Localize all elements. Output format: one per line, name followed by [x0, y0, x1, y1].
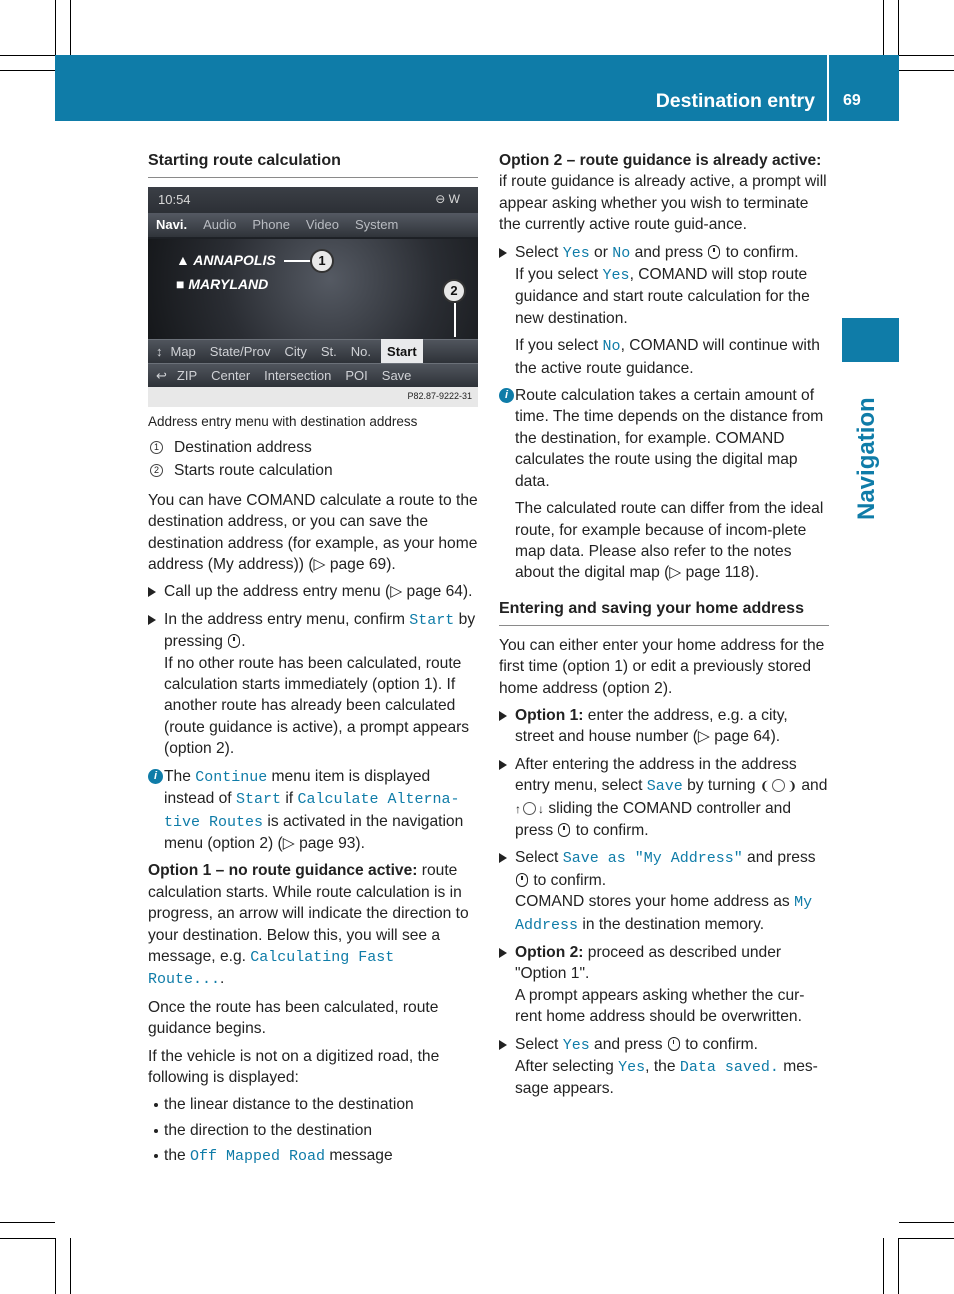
step-text: to confirm.: [721, 243, 799, 261]
step-result: in the destination memory.: [578, 915, 765, 933]
display-text: Calculating Fast Route...: [148, 948, 395, 989]
step-text: and press: [630, 243, 708, 261]
instruction-step: [499, 705, 829, 748]
step-text: Select: [515, 243, 563, 261]
comand-screen-figure: [148, 187, 478, 407]
display-text: Off Mapped Road: [190, 1148, 326, 1166]
screen-bar-item: POI: [345, 367, 368, 383]
paragraph-text: .: [220, 970, 225, 988]
paragraph-text: route calculation starts. While route calculation is in progress, an arrow will indicate the direction to your destination. Below this, you will see a message, e.g.: [148, 862, 469, 965]
step-continuation: [499, 335, 829, 379]
screen-state: MARYLAND: [188, 276, 269, 292]
figure-code-strip: [148, 387, 478, 407]
step-text: and press: [742, 849, 816, 867]
instruction-step: [499, 942, 829, 1028]
bullet-dot: [154, 1129, 158, 1133]
option-label: Option 2 – route guidance is already active:: [499, 152, 822, 169]
screen-address-area: [148, 239, 478, 339]
paragraph: If the vehicle is not on a digitized road, the following is displayed:: [148, 1047, 440, 1086]
press-controller-icon: [228, 634, 240, 648]
crop-mark: [0, 55, 55, 56]
step-arrow-icon: [499, 248, 507, 258]
bullet-text: the direction to the destination: [164, 1121, 373, 1139]
step-result: , COMAND will stop route guidance and start route calculation for the new destination.: [515, 266, 810, 327]
info-text: is activated in the navigation menu (option 2) (▷ page 93).: [164, 812, 464, 852]
crop-mark: [70, 1238, 71, 1294]
display-text: Save as "My Address": [562, 850, 743, 868]
step-text: In the address entry menu, confirm: [164, 610, 410, 628]
crop-mark: [899, 70, 954, 71]
header-divider: [827, 55, 829, 121]
press-controller-icon: [708, 245, 720, 259]
display-text: Start: [409, 611, 455, 629]
screen-gps-text: W: [448, 192, 460, 206]
paragraph: You can have COMAND calculate a route to the destination address, or you can save the destination address (for example, as your home address (My address)) (▷ page 69).: [148, 491, 478, 574]
crop-mark: [55, 1238, 56, 1294]
screen-bar-item: Save: [381, 367, 412, 383]
screen-gps-indicator: ⊖ W: [435, 192, 460, 206]
option-label: Option 2:: [515, 944, 584, 961]
controller-knob-icon: [772, 779, 785, 792]
display-text: Data saved.: [679, 1059, 779, 1077]
turn-left-icon: ❨: [759, 779, 770, 794]
step-text: by turning: [682, 777, 760, 795]
info-text: Route calculation takes a certain amount of time. The time depends on the distance from the destination, for example. COMAND calculates the route using the digital map data.: [515, 387, 824, 490]
section-title: Entering and saving your home address: [499, 598, 829, 626]
chapter-label-text: Navigation: [853, 397, 880, 520]
screen-entry-bar-2: [148, 363, 478, 387]
step-arrow-icon: [499, 760, 507, 770]
screen-state-line: ■ MARYLAND: [176, 276, 269, 292]
callout-leader: [454, 303, 456, 337]
option-label: Option 1:: [515, 706, 584, 724]
info-continuation: The calculated route can differ from the ideal route, for example because of incom-plete map data. Please also refer to the notes about the digital map (▷ page 118).: [515, 500, 824, 582]
crop-mark: [0, 70, 55, 71]
crop-mark: [898, 0, 899, 55]
crop-mark: [898, 1238, 899, 1294]
press-controller-icon: [668, 1037, 680, 1051]
crop-mark: [0, 1222, 55, 1223]
paragraph: You can either enter your home address for the first time (option 1) or edit a previously stored home address (option 2).: [499, 636, 825, 697]
section-title: Starting route calculation: [148, 150, 478, 178]
bullet-text: the: [164, 1147, 191, 1165]
step-text: to confirm.: [529, 871, 607, 889]
controller-knob-icon: [523, 802, 536, 815]
paragraph: [148, 860, 478, 990]
legend-number: 2: [150, 464, 163, 477]
screen-bar-item: City: [284, 343, 307, 359]
paragraph: [499, 150, 829, 236]
step-result: After selecting: [515, 1058, 619, 1076]
crop-mark: [899, 1222, 954, 1223]
screen-bar-item: No.: [350, 343, 372, 359]
step-result: If no other route has been calculated, route calculation starts immediately (option 1). If another route has already been calculated (route guidance is active), a prompt appears (option 2).: [164, 654, 470, 758]
back-icon: ↩: [156, 367, 167, 383]
step-text: Select: [515, 1035, 563, 1053]
callout-2: 2: [442, 279, 466, 303]
step-text: to confirm.: [571, 821, 649, 839]
screen-menu-item: System: [354, 217, 399, 233]
header-title: Destination entry: [655, 90, 815, 112]
step-text: or: [589, 243, 613, 261]
screen-bar-item: Intersection: [264, 367, 332, 383]
display-text: Yes: [618, 1059, 646, 1077]
info-icon: i: [499, 388, 514, 403]
screen-bar-item: ↕: [156, 343, 163, 359]
crop-mark: [70, 0, 71, 55]
screen-bar-item: ZIP: [176, 367, 198, 383]
step-text: proceed as described under "Option 1".: [515, 944, 782, 983]
screen-city-line: ▲ ANNAPOLIS: [176, 252, 276, 268]
display-text: Save: [646, 778, 683, 796]
bullet-dot: [154, 1103, 158, 1107]
display-text: Start: [235, 791, 281, 809]
header-bar: [55, 55, 899, 121]
screen-start-item: Start: [381, 339, 423, 364]
instruction-step: [148, 609, 478, 760]
step-arrow-icon: [499, 711, 507, 721]
screen-menu-item: Phone: [252, 217, 290, 233]
step-text: Call up the address entry menu (▷ page 64).: [164, 583, 473, 601]
bullet-item: [148, 1145, 478, 1167]
step-text: After entering the address in the address entry menu, select: [515, 755, 797, 795]
info-text: The: [164, 767, 196, 785]
instruction-step: [499, 242, 829, 330]
screen-status-bar: [148, 187, 478, 239]
screen-menu-item: Navi.: [156, 217, 188, 233]
screen-city: ANNAPOLIS: [193, 252, 276, 268]
callout-leader: [284, 260, 312, 262]
display-text: Yes: [562, 1036, 590, 1054]
callout-1: 1: [310, 249, 334, 273]
slide-up-icon: ↑: [515, 801, 521, 816]
figure-caption: Address entry menu with destination address: [148, 414, 418, 429]
legend-number: 1: [150, 441, 163, 454]
crop-mark: [883, 1238, 884, 1294]
screen-entry-bar-1: [148, 339, 478, 363]
display-text: Yes: [562, 244, 590, 262]
right-column: [499, 150, 829, 1106]
screen-bar-item: St.: [320, 343, 337, 359]
step-arrow-icon: [148, 587, 156, 597]
bullet-item: [148, 1120, 478, 1141]
display-text: Calculate Alterna-tive Routes: [164, 791, 460, 831]
step-result: , the: [645, 1058, 680, 1076]
screen-menu-item: Video: [305, 217, 339, 233]
step-result: If you select: [515, 337, 603, 355]
screen-bar-item: Center: [211, 367, 251, 383]
screen-bar-item: Map: [170, 343, 196, 359]
turn-right-icon: ❩: [786, 779, 798, 794]
crop-mark: [883, 0, 884, 55]
instruction-step: [499, 754, 829, 842]
screen-menu-item: Audio: [203, 217, 237, 233]
step-arrow-icon: [499, 948, 507, 958]
step-text: and press: [589, 1035, 667, 1053]
chapter-label: [852, 397, 882, 520]
legend-text: Starts route calculation: [174, 462, 333, 480]
display-text: Continue: [195, 768, 268, 786]
step-text: Select: [515, 849, 563, 867]
step-arrow-icon: [148, 615, 156, 625]
info-note: [148, 766, 478, 855]
info-note: [499, 385, 829, 492]
bullet-text: message: [325, 1147, 393, 1165]
paragraph-text: if route guidance is already active, a prompt will appear asking whether you wish to terminate the currently active route guid-ance.: [499, 173, 827, 234]
legend-text: Destination address: [174, 439, 312, 456]
step-text: sliding the COMAND controller and press: [515, 799, 792, 839]
display-text: No: [612, 244, 631, 262]
step-text: by pressing: [164, 610, 476, 651]
step-text: to confirm.: [680, 1035, 758, 1053]
bullet-item: [148, 1094, 478, 1115]
step-text: and: [797, 777, 828, 795]
figure-code: P82.87-9222-31: [407, 391, 472, 401]
info-icon: i: [148, 769, 163, 784]
screen-bar-item: State/Prov: [209, 343, 271, 359]
crop-mark: [899, 55, 954, 56]
instruction-step: [499, 847, 829, 936]
option-label: Option 1 – no route guidance active:: [148, 862, 418, 880]
info-text: menu item is displayed instead of: [164, 767, 431, 808]
step-result: If you select: [515, 266, 603, 284]
legend-item: [148, 460, 478, 481]
left-column: [148, 150, 478, 1172]
bullet-dot: [154, 1154, 158, 1158]
step-result: , COMAND will continue with the active route guidance.: [515, 337, 820, 377]
page-number: 69: [843, 92, 861, 109]
display-text: No: [602, 338, 621, 356]
instruction-step: [148, 581, 478, 602]
crop-mark: [899, 1238, 954, 1239]
step-text: enter the address, e.g. a city, street and house number (▷ page 64).: [515, 706, 788, 746]
crop-mark: [55, 0, 56, 55]
step-result: COMAND stores your home address as: [515, 893, 795, 911]
paragraph: Once the route has been calculated, route guidance begins.: [148, 998, 439, 1038]
display-text: My Address: [515, 894, 813, 934]
info-text: if: [280, 790, 298, 808]
step-result: mes-sage appears.: [515, 1058, 818, 1098]
step-arrow-icon: [499, 1040, 507, 1050]
crop-mark: [0, 1238, 55, 1239]
legend-item: [148, 437, 478, 458]
step-text: .: [241, 633, 246, 651]
press-controller-icon: [558, 823, 570, 837]
press-controller-icon: [516, 873, 528, 887]
step-arrow-icon: [499, 853, 507, 863]
screen-main-menu: [148, 213, 478, 237]
step-result: A prompt appears asking whether the cur-rent home address should be overwritten.: [515, 986, 805, 1026]
bullet-text: the linear distance to the destination: [164, 1096, 414, 1114]
screen-time: 10:54: [158, 192, 191, 207]
display-text: Yes: [602, 267, 630, 285]
slide-down-icon: ↓: [538, 801, 544, 816]
instruction-step: [499, 1034, 829, 1100]
chapter-tab: [842, 318, 899, 362]
